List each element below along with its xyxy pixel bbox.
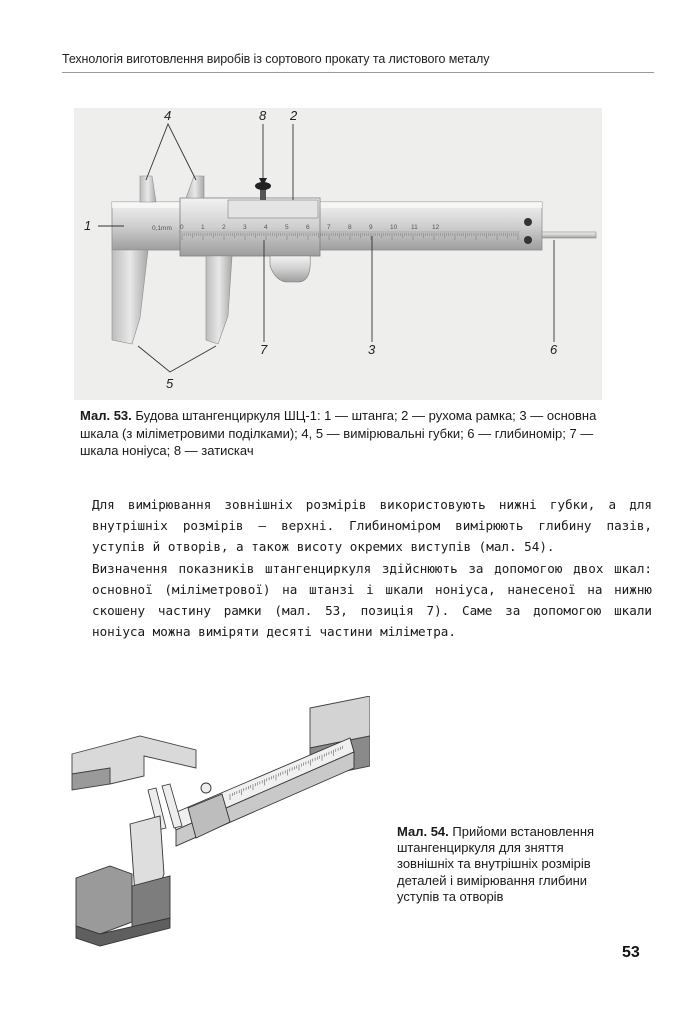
- figure-53-caption-label: Мал. 53.: [80, 408, 132, 423]
- body-text: [92, 494, 652, 642]
- main-scale-number: 11: [411, 224, 418, 231]
- caliper-frame-perspective: [188, 783, 230, 838]
- figure-53-caption: [80, 407, 600, 460]
- main-scale-number: 12: [432, 224, 440, 231]
- figure-54-caption-text: Прийоми встановлення штангенциркуля для зняття зовнішніх та внутрішніх розмірів деталей і вимірювання глибини уступів та отворів: [397, 824, 595, 904]
- beam-screw-top: [524, 218, 532, 226]
- paragraph-1: Для вимірювання зовнішніх розмірів використовують нижні губки, а для внутрішніх розмірів — верхні. Глибиноміром вимірюють глибину пазів, уступів й отворів, а також висоту окремих виступів (мал. 54).: [92, 497, 652, 555]
- running-header: Технологія виготовлення виробів із сортового прокату та листового металу: [62, 52, 490, 66]
- clamp-screw-head: [201, 783, 211, 793]
- main-scale-number: 9: [369, 224, 373, 231]
- label-3: 3: [368, 342, 376, 357]
- lower-fixed-jaw: [112, 250, 148, 344]
- figure-54-caption-label: Мал. 54.: [397, 824, 449, 839]
- inner-dimension-part: [72, 736, 196, 790]
- label-7: 7: [260, 342, 268, 357]
- label-5: 5: [166, 376, 174, 391]
- main-scale-number: 8: [348, 224, 352, 231]
- main-scale-number: 5: [285, 224, 289, 231]
- main-scale-number: 6: [306, 224, 310, 231]
- frame-thumb-rest: [270, 256, 310, 282]
- scale-unit-text: 0,1mm: [152, 225, 172, 232]
- figure-53-caption-text: Будова штангенциркуля ШЦ-1: 1 — штанга; 2 — рухома рамка; 3 — основна шкала (з міліметровими поділками); 4, 5 — вимірювальні губки; 6 — глибиномір; 7 — шкала ноніуса; 8 — затискач: [80, 408, 597, 458]
- main-scale-number: 7: [327, 224, 331, 231]
- depth-gauge-rod: [536, 232, 596, 238]
- main-scale-number: 1: [201, 224, 205, 231]
- figure-54-caption: [397, 824, 607, 905]
- main-scale-number: 10: [390, 224, 398, 231]
- page-number: 53: [622, 944, 640, 961]
- upper-fixed-jaw: [140, 176, 156, 202]
- main-scale-number: 2: [222, 224, 226, 231]
- figure-53-caliper-illustration: [0, 0, 700, 420]
- label-4: 4: [164, 108, 172, 123]
- leader-5: [138, 346, 216, 372]
- main-scale-number: 0: [180, 224, 184, 231]
- main-scale-number: 4: [264, 224, 268, 231]
- label-8: 8: [259, 108, 267, 123]
- lower-moving-jaw: [206, 256, 232, 344]
- vernier-window: [228, 200, 318, 218]
- label-6: 6: [550, 342, 558, 357]
- leader-4: [146, 124, 196, 180]
- main-scale-number: 3: [243, 224, 247, 231]
- figure-54-measurement-illustration: [70, 696, 370, 956]
- label-1: 1: [84, 218, 92, 233]
- paragraph-2: Визначення показників штангенциркуля здійснюють за допомогою двох шкал: основної (міліметрової) на штанзі і шкали ноніуса, нанесеної на нижню скошену частину рамки (мал. 53, позиція 7). Саме за допомогою шкали ноніуса можна виміряти десяті частини міліметра.: [92, 560, 652, 640]
- beam-screw-bottom: [524, 236, 532, 244]
- upper-moving-jaw: [186, 176, 204, 198]
- label-2: 2: [290, 108, 298, 123]
